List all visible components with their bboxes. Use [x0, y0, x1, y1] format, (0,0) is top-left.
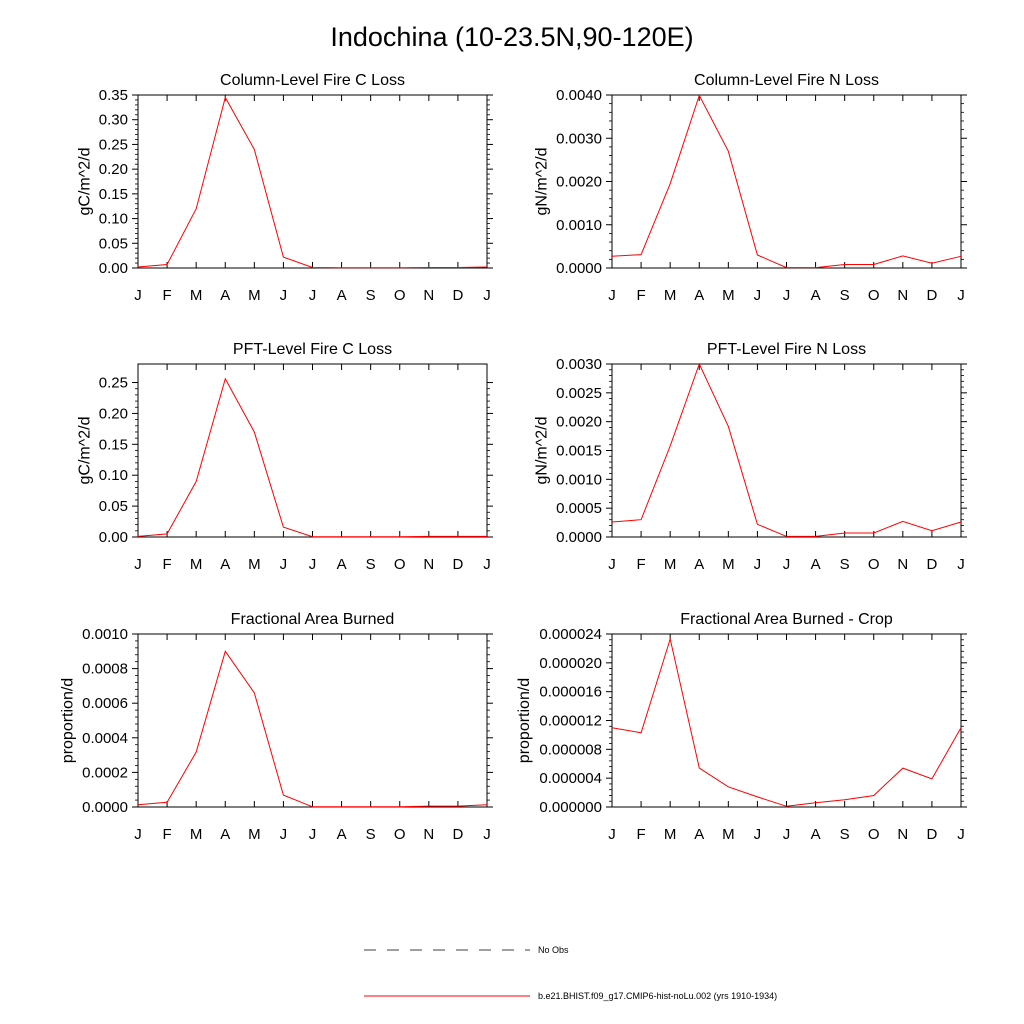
x-tick-label: J	[308, 556, 317, 573]
y-tick-label: 0.000008	[539, 741, 602, 759]
y-tick-label: 0.0000	[82, 799, 128, 816]
x-tick-label: F	[636, 826, 646, 843]
y-tick-label: 0.0020	[556, 413, 602, 431]
x-tick-label: J	[608, 556, 616, 573]
x-tick-label: A	[810, 826, 821, 843]
y-tick-label: 0.10	[98, 210, 128, 228]
y-axis-label: gN/m^2/d	[533, 147, 551, 216]
y-tick-label: 0.000012	[539, 712, 602, 730]
x-tick-label: S	[839, 556, 850, 573]
y-tick-label: 0.0025	[556, 384, 602, 402]
x-tick-label: A	[694, 556, 705, 573]
y-tick-label: 0.000000	[539, 799, 602, 816]
x-tick-label: M	[189, 287, 203, 304]
x-tick-label: A	[336, 287, 347, 304]
x-tick-label: M	[722, 826, 735, 843]
x-tick-label: N	[897, 556, 909, 573]
legend-model-label: b.e21.BHIST.f09_g17.CMIP6-hist-noLu.002 (yrs 1910-1934)	[538, 991, 778, 1001]
x-tick-label: J	[483, 287, 491, 304]
panel-title: Fractional Area Burned - Crop	[680, 611, 893, 628]
x-tick-label: F	[636, 287, 646, 304]
x-tick-label: J	[483, 826, 491, 843]
x-tick-label: J	[308, 287, 317, 304]
x-tick-label: S	[839, 826, 850, 843]
x-tick-label: F	[636, 556, 646, 573]
plot-frame	[612, 634, 961, 807]
panel-title: Fractional Area Burned	[230, 611, 395, 628]
plot-frame	[138, 95, 487, 268]
x-tick-label: N	[897, 826, 909, 843]
x-tick-label: A	[220, 556, 231, 573]
y-tick-label: 0.000024	[539, 626, 602, 643]
x-tick-label: A	[810, 556, 821, 573]
y-tick-label: 0.0000	[556, 260, 602, 277]
x-tick-label: A	[336, 556, 347, 573]
y-axis-label: gC/m^2/d	[76, 416, 94, 485]
x-tick-label: F	[162, 287, 172, 304]
x-tick-label: A	[694, 287, 705, 304]
series-line	[612, 95, 961, 267]
x-tick-label: O	[867, 287, 880, 304]
y-tick-label: 0.000020	[539, 654, 602, 672]
x-tick-label: A	[810, 287, 821, 304]
panel-title: Column-Level Fire C Loss	[220, 72, 405, 89]
x-tick-label: M	[663, 556, 677, 573]
panel-title: PFT-Level Fire C Loss	[232, 341, 393, 358]
y-axis-label: gC/m^2/d	[76, 147, 94, 216]
x-tick-label: J	[279, 287, 288, 304]
y-axis-label: gN/m^2/d	[533, 416, 551, 485]
x-tick-label: A	[336, 826, 347, 843]
y-tick-label: 0.0005	[556, 500, 602, 518]
series-line	[138, 98, 487, 268]
x-tick-label: J	[279, 826, 288, 843]
y-tick-label: 0.0020	[556, 173, 602, 191]
x-tick-label: N	[897, 287, 909, 304]
x-tick-label: D	[926, 556, 938, 573]
x-tick-label: J	[134, 556, 142, 573]
y-tick-label: 0.000004	[539, 770, 602, 788]
series-line	[612, 364, 961, 536]
y-tick-label: 0.10	[98, 467, 128, 485]
y-tick-label: 0.25	[98, 136, 128, 154]
x-tick-label: M	[722, 556, 735, 573]
x-tick-label: N	[423, 826, 435, 843]
x-tick-label: J	[608, 287, 616, 304]
x-tick-label: A	[220, 287, 231, 304]
x-tick-label: O	[393, 556, 406, 573]
x-tick-label: J	[308, 826, 317, 843]
y-tick-label: 0.0015	[556, 442, 602, 460]
x-tick-label: D	[452, 287, 464, 304]
x-tick-label: J	[279, 556, 288, 573]
x-tick-label: M	[663, 826, 677, 843]
y-tick-label: 0.0030	[556, 356, 602, 373]
x-tick-label: A	[694, 826, 705, 843]
y-tick-label: 0.0002	[82, 764, 128, 782]
y-tick-label: 0.05	[98, 498, 128, 516]
x-tick-label: F	[162, 826, 172, 843]
x-tick-label: M	[663, 287, 677, 304]
x-tick-label: M	[248, 287, 261, 304]
x-tick-label: S	[365, 826, 376, 843]
x-tick-label: D	[926, 287, 938, 304]
x-tick-label: O	[393, 826, 406, 843]
series-line	[138, 379, 487, 537]
x-tick-label: M	[248, 826, 261, 843]
x-tick-label: M	[248, 556, 261, 573]
x-tick-label: A	[220, 826, 231, 843]
legend-obs-label: No Obs	[538, 945, 569, 955]
y-tick-label: 0.20	[98, 161, 128, 179]
x-tick-label: J	[782, 556, 791, 573]
x-tick-label: J	[134, 287, 142, 304]
x-tick-label: D	[926, 826, 938, 843]
x-tick-label: O	[867, 556, 880, 573]
x-tick-label: O	[393, 287, 406, 304]
x-tick-label: J	[782, 826, 791, 843]
x-tick-label: J	[753, 287, 762, 304]
y-tick-label: 0.0030	[556, 130, 602, 148]
y-tick-label: 0.00	[98, 529, 128, 546]
series-line	[612, 639, 961, 806]
x-tick-label: J	[957, 826, 965, 843]
plot-frame	[138, 634, 487, 807]
y-tick-label: 0.0006	[82, 695, 128, 713]
x-tick-label: J	[134, 826, 142, 843]
y-tick-label: 0.0010	[82, 626, 128, 643]
x-tick-label: S	[839, 287, 850, 304]
y-tick-label: 0.00	[98, 260, 128, 277]
x-tick-label: F	[162, 556, 172, 573]
y-axis-label: proportion/d	[59, 677, 77, 764]
x-tick-label: D	[452, 826, 464, 843]
x-tick-label: J	[957, 556, 965, 573]
x-tick-label: S	[365, 287, 376, 304]
x-tick-label: M	[189, 826, 203, 843]
x-tick-label: J	[782, 287, 791, 304]
y-tick-label: 0.0040	[556, 87, 602, 104]
y-tick-label: 0.0000	[556, 529, 602, 546]
x-tick-label: D	[452, 556, 464, 573]
x-tick-label: J	[753, 556, 762, 573]
y-tick-label: 0.0004	[82, 729, 128, 747]
panel-title: PFT-Level Fire N Loss	[706, 341, 867, 358]
panel-title: Column-Level Fire N Loss	[694, 72, 879, 89]
series-line	[138, 651, 487, 807]
y-tick-label: 0.0008	[82, 660, 128, 678]
figure-title: Indochina (10-23.5N,90-120E)	[330, 22, 694, 52]
x-tick-label: S	[365, 556, 376, 573]
plot-frame	[612, 95, 961, 268]
y-axis-label: proportion/d	[516, 677, 534, 764]
y-tick-label: 0.0010	[556, 216, 602, 234]
y-tick-label: 0.20	[98, 405, 128, 423]
y-tick-label: 0.15	[98, 436, 128, 454]
y-tick-label: 0.25	[98, 374, 128, 392]
x-tick-label: M	[722, 287, 735, 304]
plot-frame	[138, 364, 487, 537]
x-tick-label: N	[423, 287, 435, 304]
y-tick-label: 0.0010	[556, 471, 602, 489]
x-tick-label: O	[867, 826, 880, 843]
y-tick-label: 0.000016	[539, 683, 602, 701]
y-tick-label: 0.15	[98, 185, 128, 203]
y-tick-label: 0.30	[98, 111, 128, 129]
x-tick-label: N	[423, 556, 435, 573]
y-tick-label: 0.05	[98, 235, 128, 253]
x-tick-label: M	[189, 556, 203, 573]
x-tick-label: J	[957, 287, 965, 304]
plot-frame	[612, 364, 961, 537]
x-tick-label: J	[608, 826, 616, 843]
x-tick-label: J	[483, 556, 491, 573]
y-tick-label: 0.35	[98, 87, 128, 104]
x-tick-label: J	[753, 826, 762, 843]
